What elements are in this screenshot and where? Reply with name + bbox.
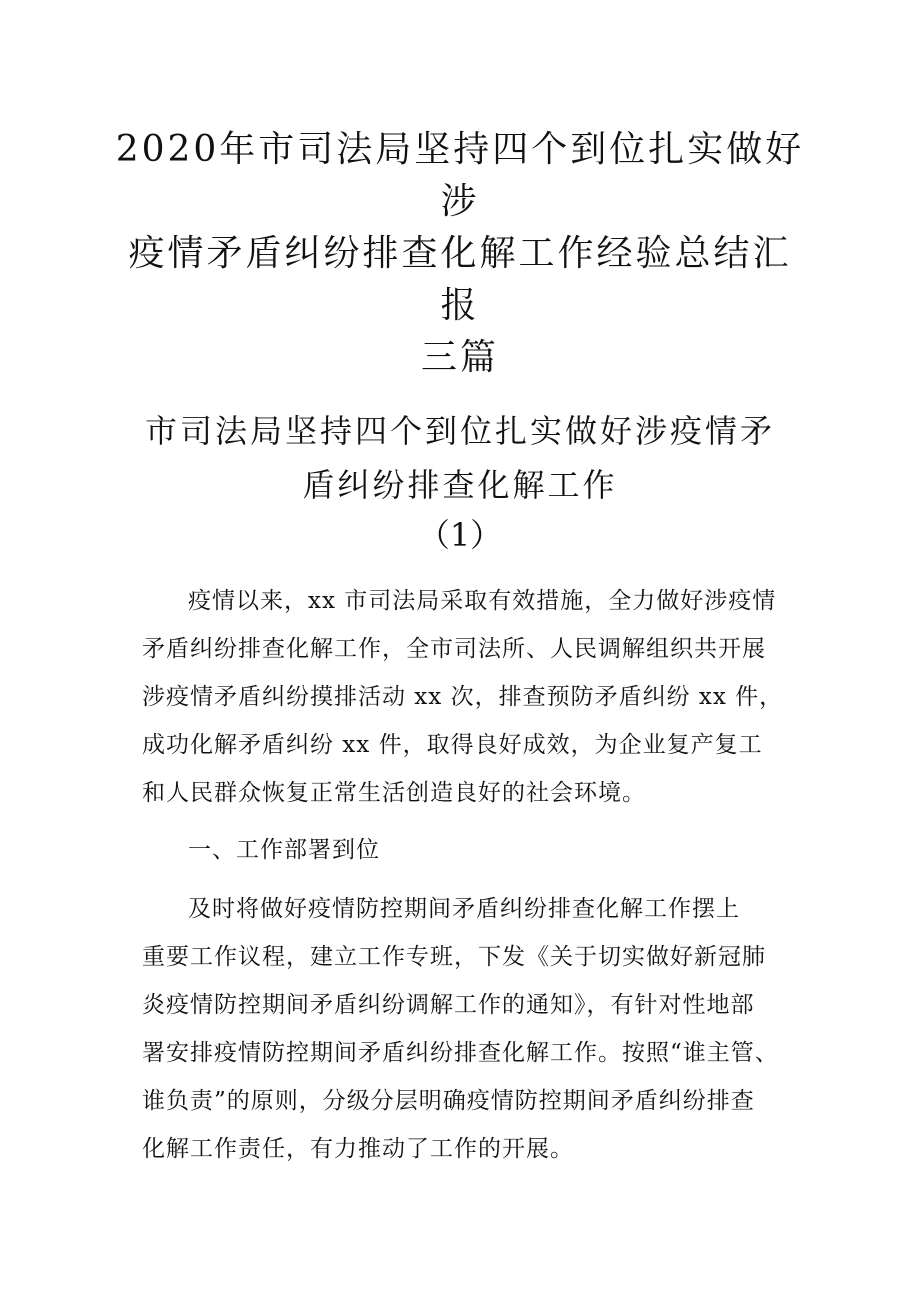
heading-text: 一、工作部署到位: [188, 837, 380, 863]
paragraph-line: 重要工作议程，建立工作专班，下发《关于切实做好新冠肺: [142, 944, 766, 970]
paragraph-line: 和人民群众恢复正常生活创造良好的社会环境。: [142, 780, 646, 806]
title-line: 三篇: [420, 337, 499, 378]
paragraph-line: 炎疫情防控期间矛盾纠纷调解工作的通知》，有针对性地部: [142, 992, 755, 1018]
title-line: 2020年市司法局坚持四个到位扎实做好涉: [115, 129, 805, 222]
paragraph-line: 及时将做好疫情防控期间矛盾纠纷排查化解工作摆上: [188, 896, 740, 922]
section-number: （1）: [417, 516, 503, 554]
subtitle-line: 市司法局坚持四个到位扎实做好涉疫情矛: [144, 412, 775, 450]
paragraph-line: 署安排疫情防控期间矛盾纠纷排查化解工作。按照“谁主管、: [142, 1040, 779, 1066]
subtitle-line: 盾纠纷排查化解工作: [302, 466, 618, 504]
document-title: [110, 124, 810, 384]
paragraph-intro: [142, 577, 792, 817]
paragraph-line: 化解工作责任，有力推动了工作的开展。: [142, 1136, 574, 1162]
paragraph-line: 矛盾纠纷排查化解工作，全市司法所、人民调解组织共开展: [142, 636, 766, 662]
paragraph-line: 成功化解矛盾纠纷 xx 件，取得良好成效，为企业复产复工: [142, 732, 763, 758]
paragraph-line: 涉疫情矛盾纠纷摸排活动 xx 次，排查预防矛盾纠纷 xx 件，: [142, 684, 784, 710]
paragraph-line: 疫情以来，xx 市司法局采取有效措施，全力做好涉疫情: [188, 588, 777, 614]
paragraph-line: 谁负责”的原则，分级分层明确疫情防控期间矛盾纠纷排查: [142, 1088, 755, 1114]
title-line: 疫情矛盾纠纷排查化解工作经验总结汇报: [128, 233, 792, 326]
section-heading: [142, 826, 792, 874]
paragraph-deployment: [142, 885, 792, 1173]
section-title: [110, 404, 810, 512]
